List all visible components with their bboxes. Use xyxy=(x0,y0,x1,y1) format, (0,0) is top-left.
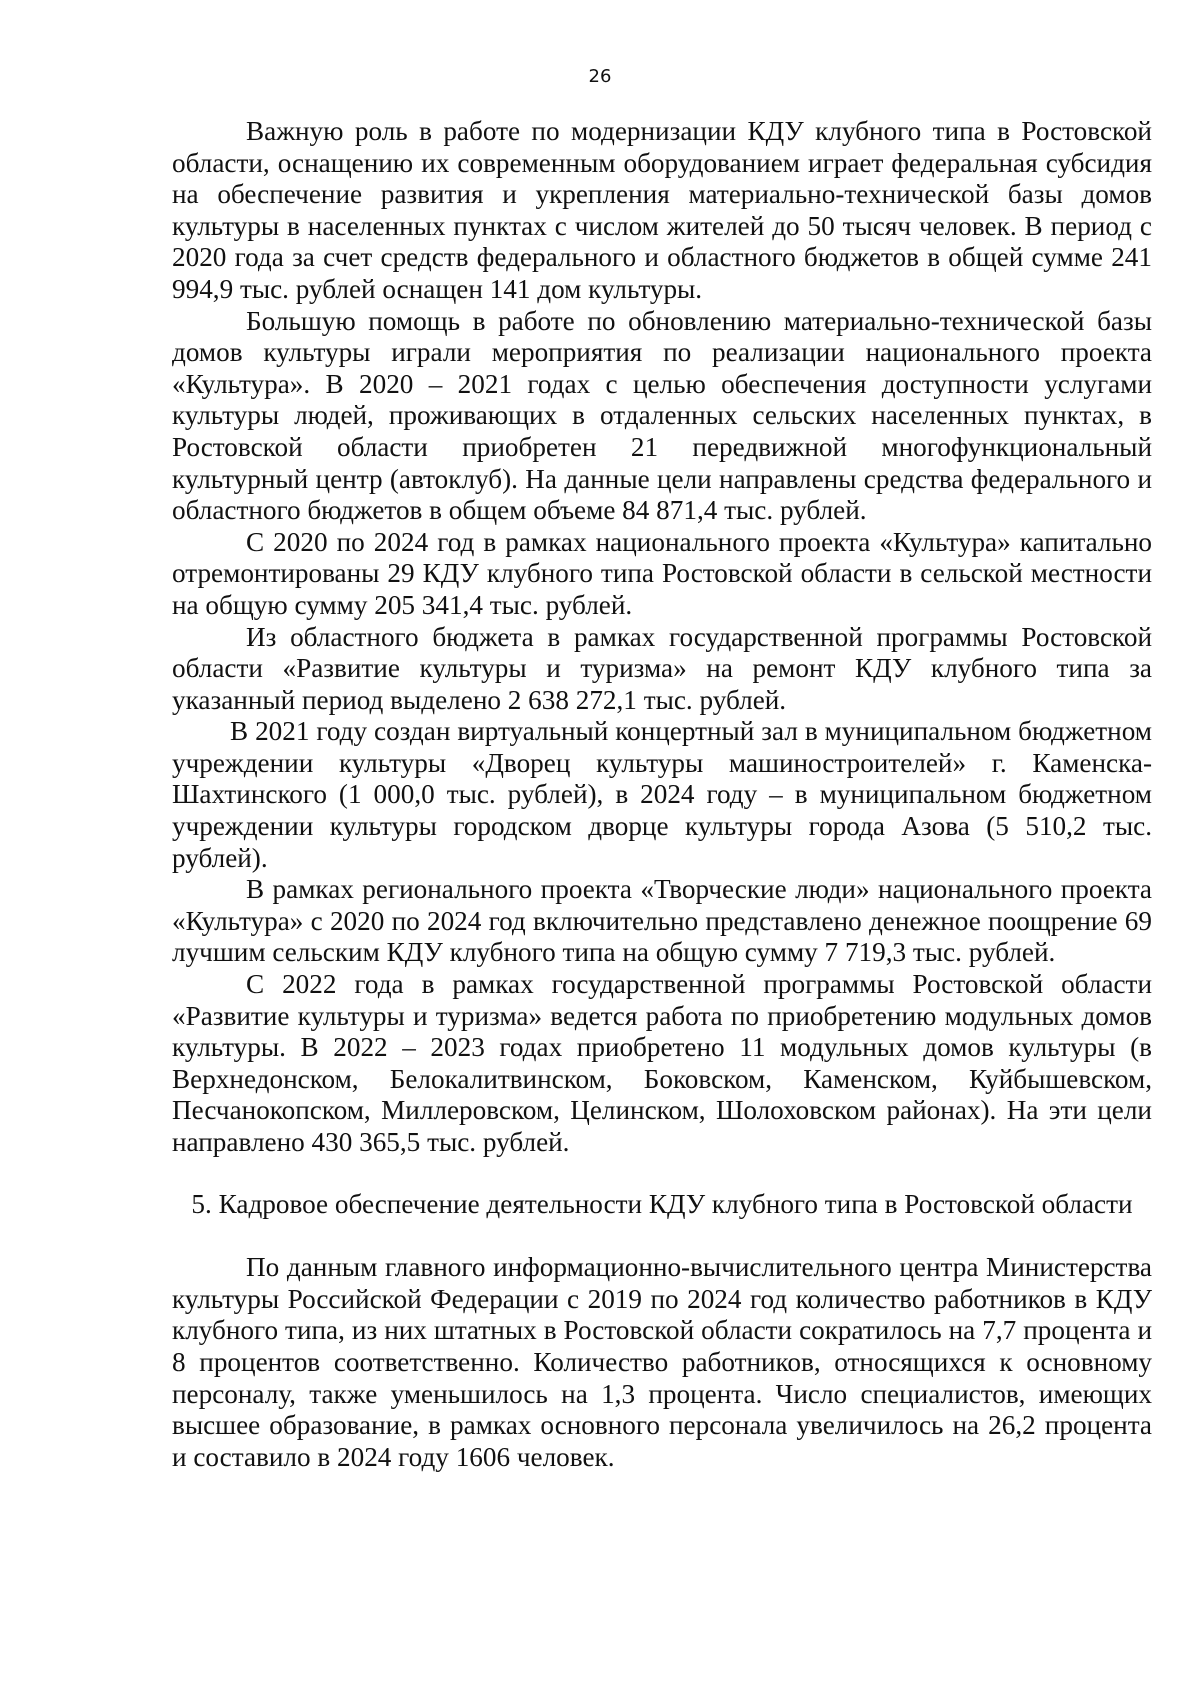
paragraph-subsidy: Важную роль в работе по модернизации КДУ клубного типа в Ростовской области, оснащению их современным оборудованием играет федеральная субсидия на обеспечение развития и укрепления материально-технической базы домов культуры в населенных пунктах с числом жителей до 50 тысяч человек. В период с 2020 года за счет средств федерального и областного бюджетов в общей сумме 241 994,9 тыс. рублей оснащен 141 дом культуры. xyxy=(172,116,1152,304)
paragraph-national-project: Большую помощь в работе по обновлению материально-технической базы домов культуры играли мероприятия по реализации национального проекта «Культура». В 2020 – 2021 годах с целью обеспечения доступности услугами культуры людей, проживающих в отдаленных сельских населенных пунктах, в Ростовской области приобретен 21 передвижной многофункциональный культурный центр (автоклуб). На данные цели направлены средства федерального и областного бюджетов в общем объеме 84 871,4 тыс. рублей. xyxy=(172,305,1152,526)
section-heading: 5. Кадровое обеспечение деятельности КДУ клубного типа в Ростовской области xyxy=(191,1188,1133,1219)
paragraph-staffing: По данным главного информационно-вычислительного центра Министерства культуры Российской Федерации с 2019 по 2024 год количество работников в КДУ клубного типа, из них штатных в Ростовской области сократилось на 7,7 процента и 8 процентов соответственно. Количество работников, относящихся к основному персоналу, также уменьшилось на 1,3 процента. Число специалистов, имеющих высшее образование, в рамках основного персонала увеличилось на 26,2 процента и составило в 2024 году 1606 человек. xyxy=(172,1252,1152,1472)
document-body xyxy=(172,116,1152,1473)
paragraph-capital-repair: С 2020 по 2024 год в рамках национального проекта «Культура» капитально отремонтированы 29 КДУ клубного типа Ростовской области в сельской местности на общую сумму 205 341,4 тыс. рублей. xyxy=(172,526,1152,620)
paragraph-regional-budget: Из областного бюджета в рамках государственной программы Ростовской области «Развитие культуры и туризма» на ремонт КДУ клубного типа за указанный период выделено 2 638 272,1 тыс. рублей. xyxy=(172,621,1152,715)
paragraph-modular-houses: С 2022 года в рамках государственной программы Ростовской области «Развитие культуры и туризма» ведется работа по приобретению модульных домов культуры. В 2022 – 2023 годах приобретено 11 модульных домов культуры (в Верхнедонском, Белокалитвинском, Боковском, Каменском, Куйбышевском, Песчанокопском, Миллеровском, Целинском, Шолоховском районах). На эти цели направлено 430 365,5 тыс. рублей. xyxy=(172,969,1152,1157)
paragraph-creative-people: В рамках регионального проекта «Творческие люди» национального проекта «Культура» с 2020 по 2024 год включительно представлено денежное поощрение 69 лучшим сельским КДУ клубного типа на общую сумму 7 719,3 тыс. рублей. xyxy=(172,874,1152,968)
paragraph-virtual-hall: В 2021 году создан виртуальный концертный зал в муниципальном бюджетном учреждении культуры «Дворец культуры машиностроителей» г. Каменска-Шахтинского (1 000,0 тыс. рублей), в 2024 году – в муниципальном бюджетном учреждении культуры городском дворце культуры города Азова (5 510,2 тыс. рублей). xyxy=(172,716,1152,873)
page-number: 26 xyxy=(588,66,612,87)
